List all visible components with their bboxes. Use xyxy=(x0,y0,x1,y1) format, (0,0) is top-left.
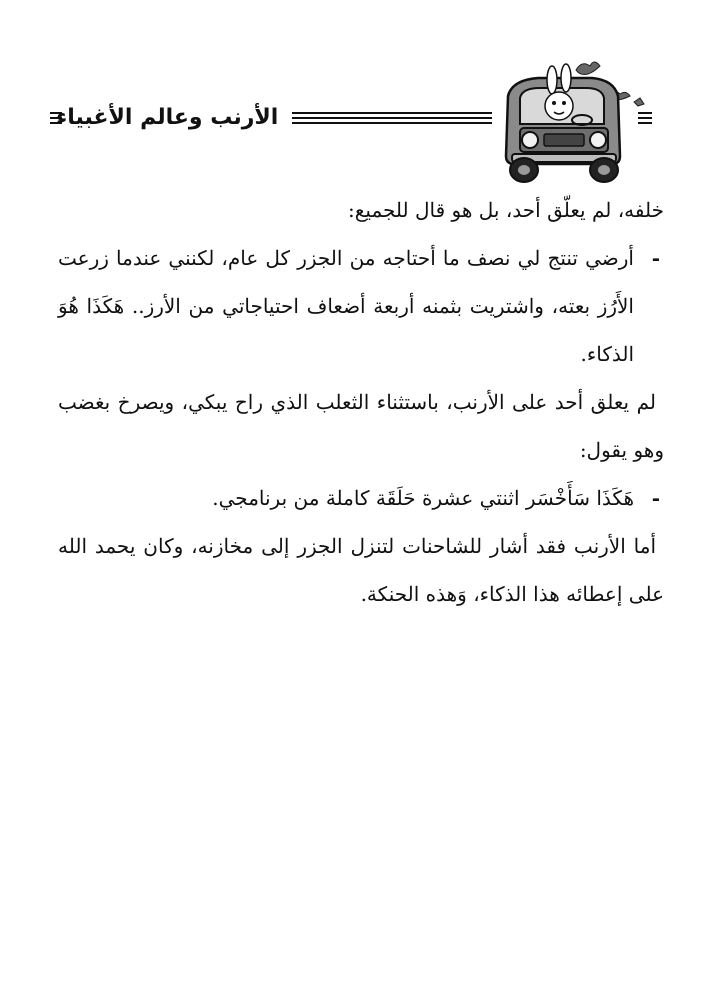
chapter-title: الأرنب وعالم الأغبياء xyxy=(56,105,279,130)
chapter-header xyxy=(46,56,676,186)
dialogue-text: هَكَذَا سَأَخْسَر اثنتي عشرة حَلَقَة كاملة من برنامجي. xyxy=(212,486,634,510)
paragraph: خلفه، لم يعلّق أحد، بل هو قال للجميع: xyxy=(348,198,664,222)
dialogue-text: أرضي تنتج لي نصف ما أحتاجه من الجزر كل عام، لكنني عندما زرعت الأَرُز بعته، واشتريت بثمنه أربعة أضعاف احتياجاتي من الأرز.. هَكَذَا هُوَ الذكاء. xyxy=(58,246,634,366)
dialogue-dash: - xyxy=(651,486,660,510)
paragraph: أما الأرنب فقد أشار للشاحنات لتنزل الجزر إلى مخازنه، وكان يحمد الله على إعطائه هذا الذكاء، وَهذه الحنكة. xyxy=(58,534,664,606)
paragraph: لم يعلق أحد على الأرنب، باستثناء الثعلب الذي راح يبكي، ويصرخ بغضب وهو يقول: xyxy=(58,390,664,462)
header-rule-middle xyxy=(292,112,492,124)
story-text xyxy=(58,186,664,618)
dialogue-line xyxy=(58,234,664,378)
dialogue-line xyxy=(58,474,664,522)
car-with-rabbit-icon xyxy=(486,56,646,188)
header-rule-right xyxy=(638,112,652,124)
dialogue-dash: - xyxy=(651,246,660,270)
